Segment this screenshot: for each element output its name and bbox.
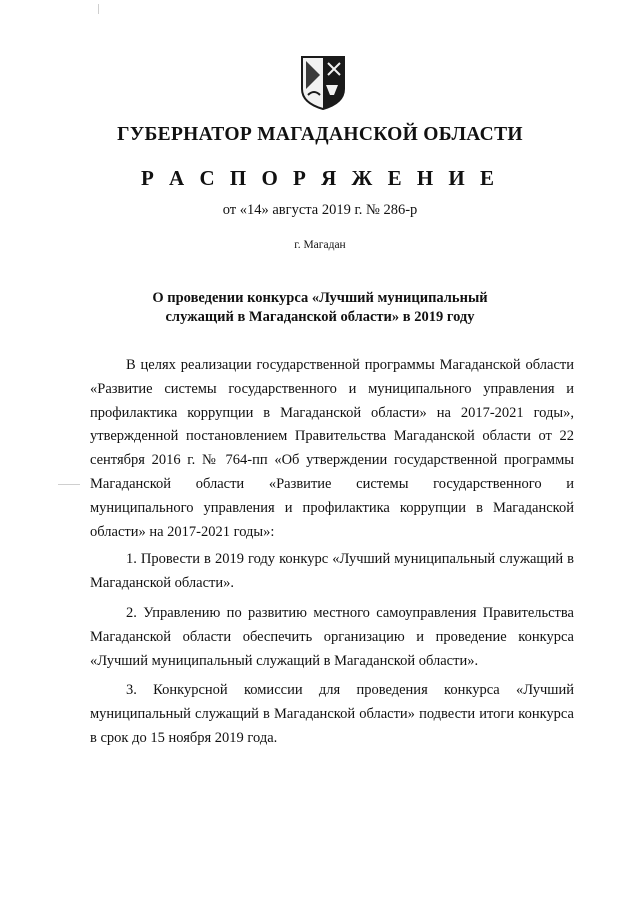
- item-1-paragraph: 1. Провести в 2019 году конкурс «Лучший муниципальный служащий в Магаданской области».: [90, 551, 574, 592]
- coat-of-arms-icon: [300, 55, 346, 111]
- subject-line-2: служащий в Магаданской области» в 2019 году: [165, 309, 475, 325]
- document-body: [90, 354, 574, 757]
- preamble-paragraph: В целях реализации государственной программы Магаданской области «Развитие системы государственного и муниципального управления и профилактика коррупции в Магаданской области» на 2017-2021 годы», утвержденной постановлением Правительства Магаданской области от 22 сентября 2016 г. № 764-пп «Об утверждении государственной программы Магаданской области «Развитие системы государственного и муниципального управления и профилактика коррупции в Магаданской области» на 2017-2021 годы»:: [90, 357, 574, 540]
- item-3-paragraph: 3. Конкурсной комиссии для проведения конкурса «Лучший муниципальный служащий в Магаданской области» подвести итоги конкурса в срок до 15 ноября 2019 года.: [90, 682, 574, 746]
- document-city: г. Магадан: [294, 239, 346, 251]
- scan-mark-top: [98, 4, 99, 14]
- document-number-date: от «14» августа 2019 г. № 286-р: [222, 202, 418, 218]
- document-type: Р А С П О Р Я Ж Е Н И Е: [140, 166, 500, 190]
- item-2-paragraph: 2. Управлению по развитию местного самоуправления Правительства Магаданской области обеспечить организацию и проведение конкурса «Лучший муниципальный служащий в Магаданской области».: [90, 604, 574, 669]
- document-subject: [90, 289, 550, 327]
- scan-mark-left: [58, 484, 80, 485]
- issuer-title: ГУБЕРНАТОР МАГАДАНСКОЙ ОБЛАСТИ: [117, 124, 523, 145]
- subject-line-1: О проведении конкурса «Лучший муниципальный: [152, 290, 488, 306]
